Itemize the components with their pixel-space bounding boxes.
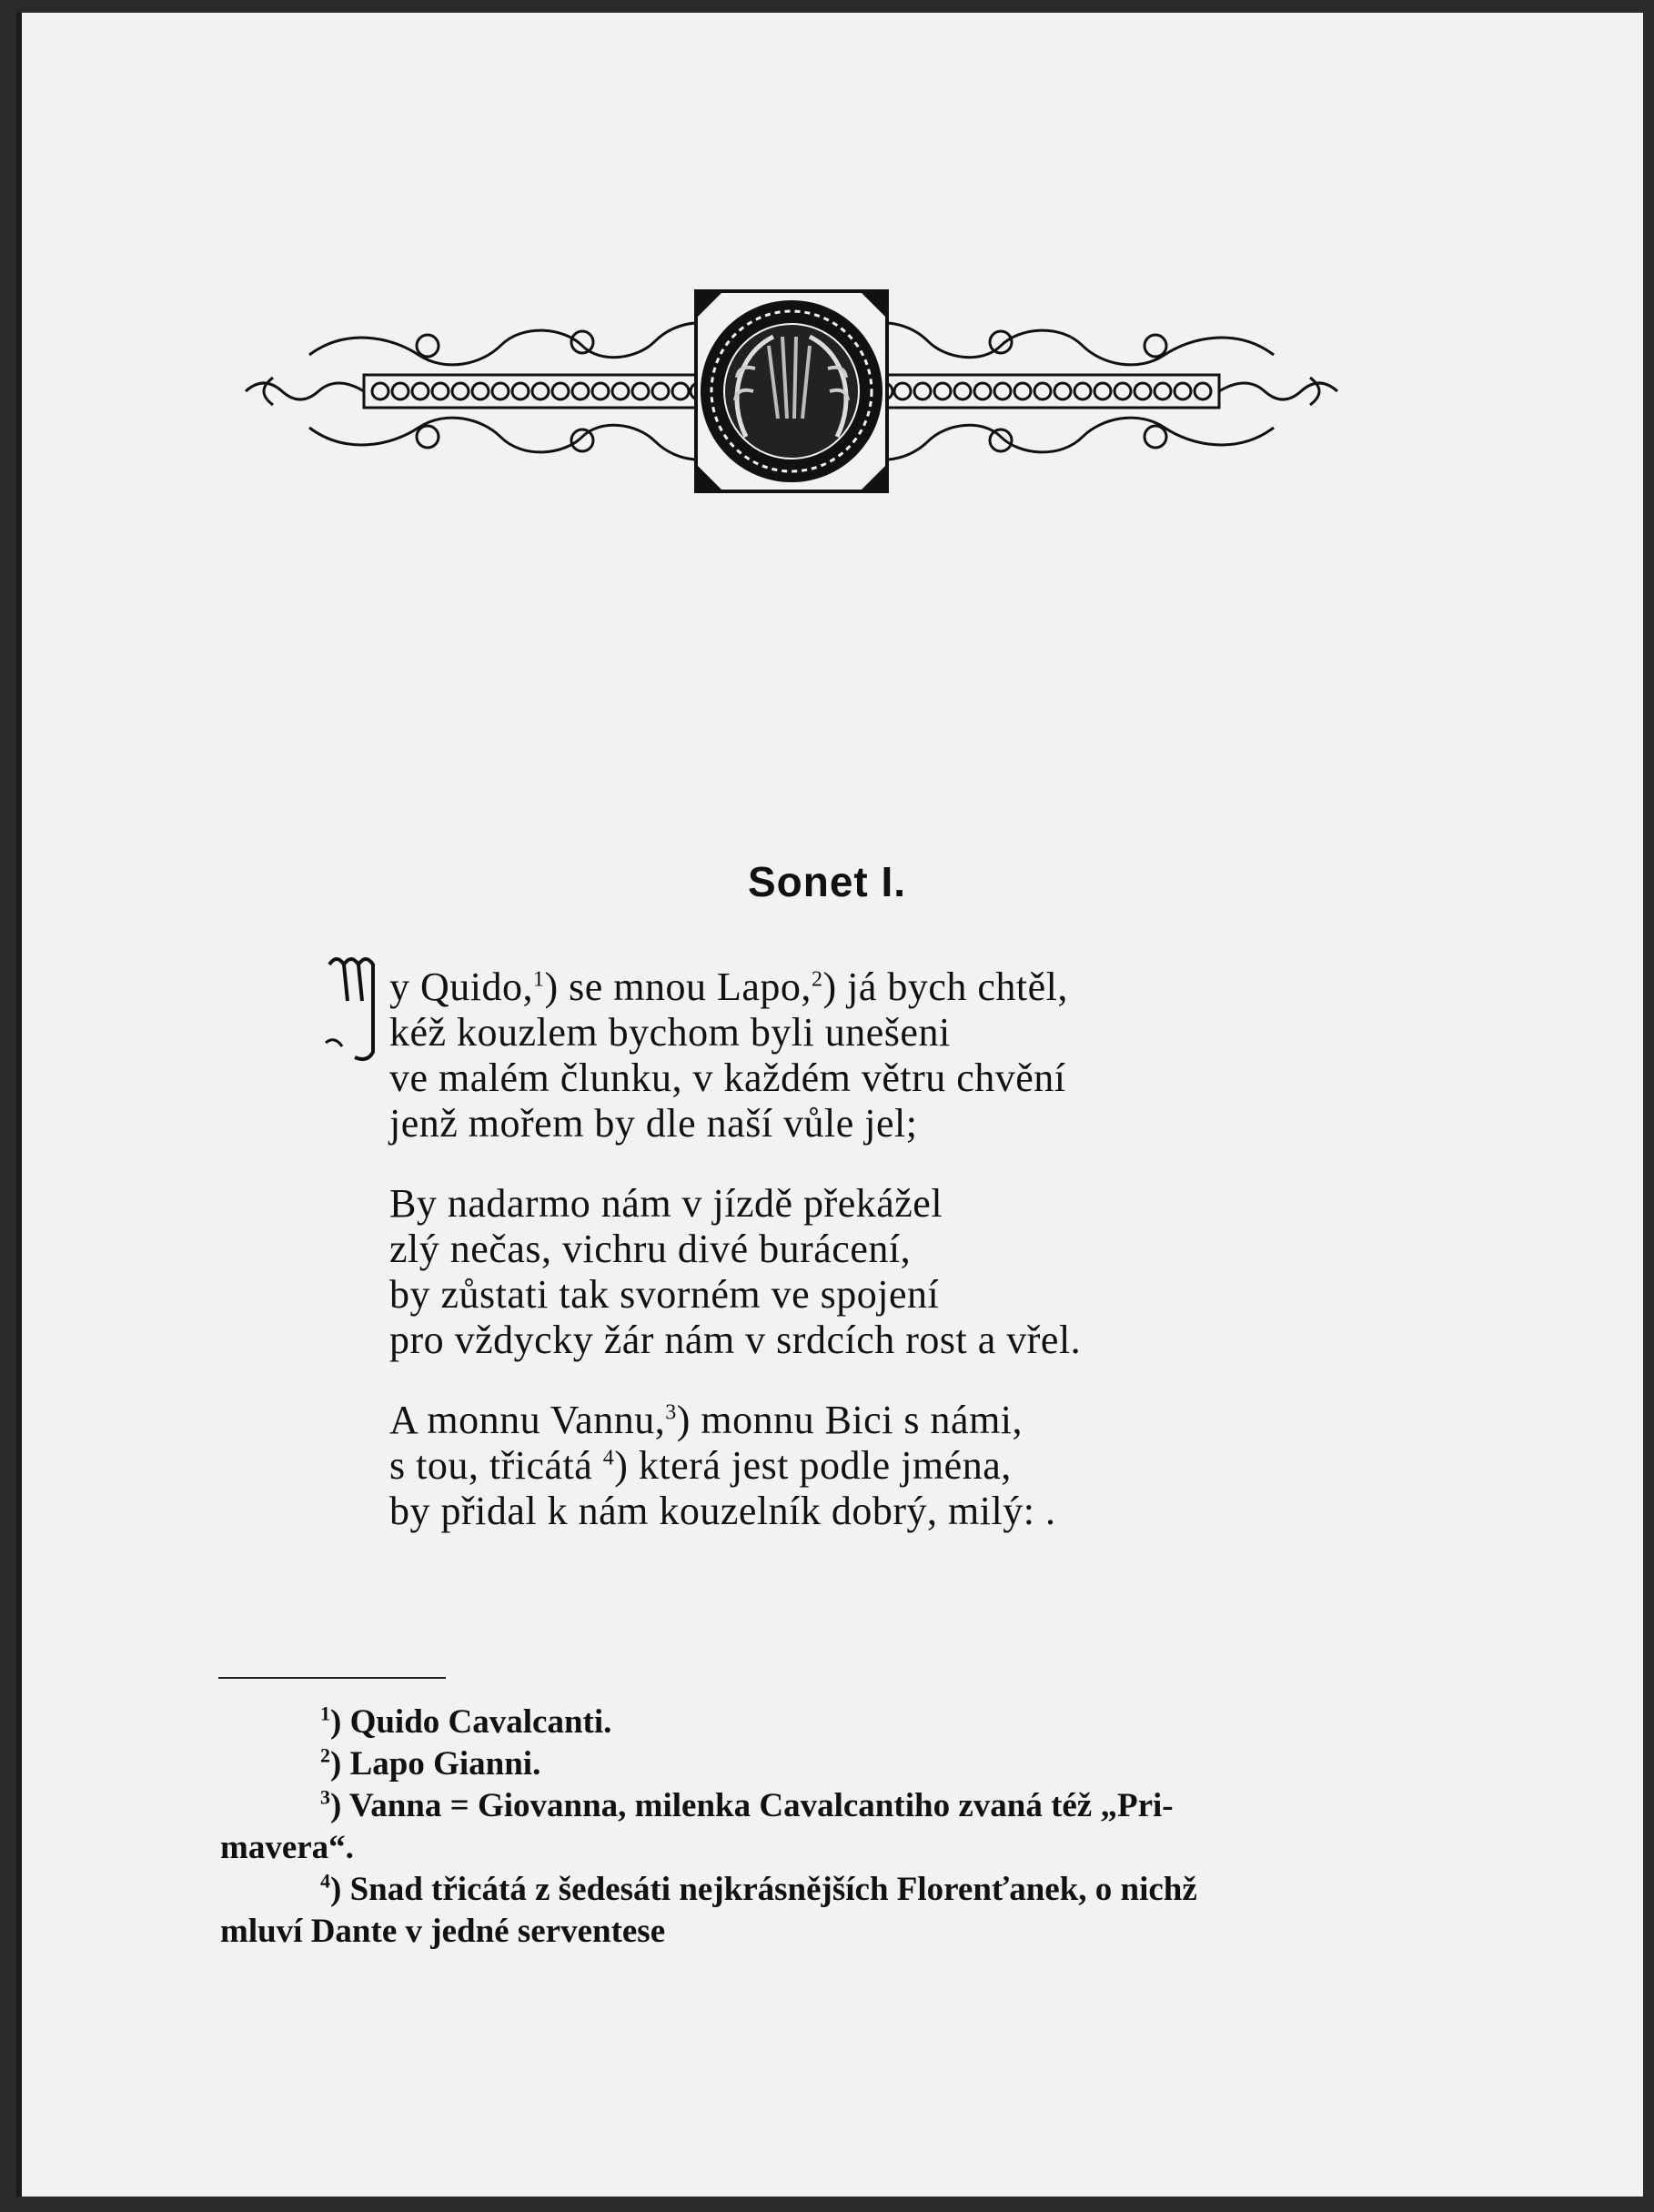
poem-line: kéž kouzlem bychom byli unešeni <box>389 1010 951 1055</box>
footnote-4: $^4$) Snad třicátá z šedesáti nejkrásnějších Florenťanek, o nichž <box>320 1869 1197 1908</box>
footnote-separator <box>218 1677 446 1679</box>
stanza-1 <box>389 965 1299 1146</box>
poem-line: A monnu Vannu,$^3$) monnu Bici s námi, <box>389 1398 1024 1442</box>
sonnet-title: Sonet I. <box>747 858 907 905</box>
footnotes <box>220 1702 1367 1953</box>
poem <box>389 965 1299 1569</box>
footnote-ref: 3 <box>665 1400 677 1425</box>
footnote-4-continued: mluví Dante v jedné serventese <box>220 1913 666 1950</box>
poem-line: jenž mořem by dle naší vůle jel; <box>389 1101 918 1146</box>
poem-line: y Quido,$^1$) se mnou Lapo,$^2$) já bych chtěl, <box>389 965 1068 1009</box>
poem-line: pro vždycky žár nám v srdcích rost a vřel. <box>389 1318 1082 1362</box>
stanza-3 <box>389 1398 1299 1534</box>
footnote-3: $^3$) Vanna = Giovanna, milenka Cavalcantiho zvaná též „Pri- <box>320 1785 1174 1824</box>
ornamental-headpiece <box>237 282 1346 500</box>
footnote-1: $^1$) Quido Cavalcanti. <box>320 1702 612 1741</box>
footnote-ref: 4 <box>602 1446 615 1470</box>
footnote-3-continued: mavera“. <box>220 1829 354 1866</box>
footnote-ref: 2 <box>811 967 823 992</box>
footnote-2: $^2$) Lapo Gianni. <box>320 1743 541 1783</box>
poem-line: by zůstati tak svorném ve spojení <box>389 1272 940 1317</box>
poem-line: zlý nečas, vichru divé burácení, <box>389 1227 912 1271</box>
decorative-initial-m <box>324 952 391 1061</box>
poem-line: ve malém člunku, v každém větru chvění <box>389 1055 1066 1100</box>
stanza-2 <box>389 1181 1299 1363</box>
poem-line: s tou, třicátá $^4$) která jest podle jména, <box>389 1443 1012 1488</box>
footnote-ref: 1 <box>533 967 545 992</box>
poem-line: By nadarmo nám v jízdě překážel <box>389 1181 943 1226</box>
poem-line: by přidal k nám kouzelník dobrý, milý: . <box>389 1489 1056 1533</box>
